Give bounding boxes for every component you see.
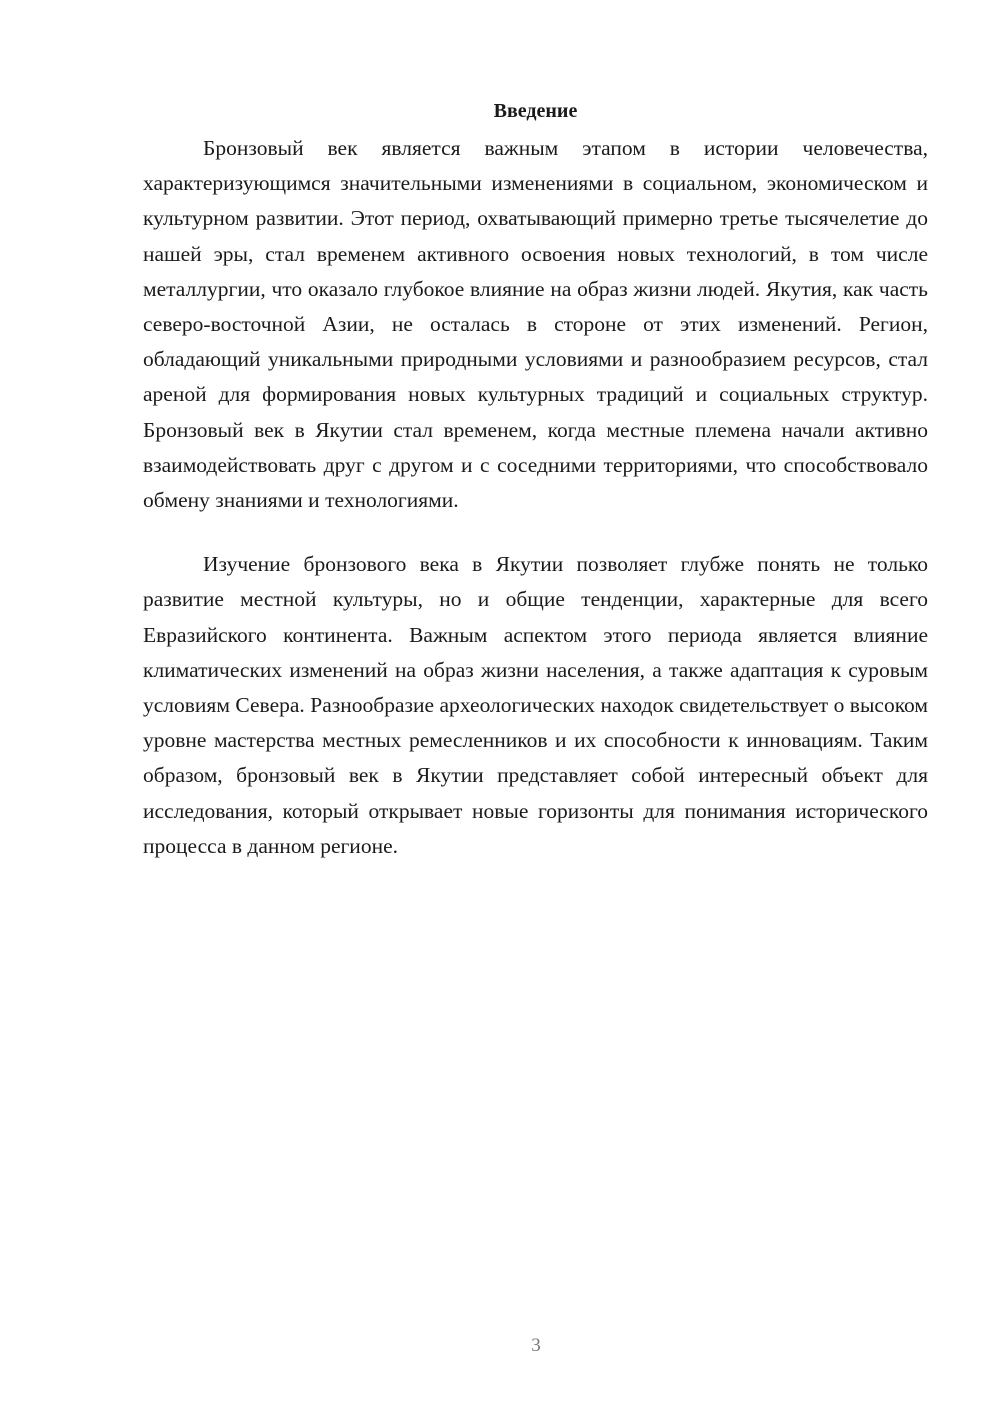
page-title: Введение — [493, 100, 578, 122]
paragraph-1: Бронзовый век является важным этапом в истории человечества, характеризующимся значительными изменениями в социальном, экономическом и культурном развитии. Этот период, охватывающий примерно третье тысячелетие до нашей эры, стал временем активного освоения новых технологий, в том числе металлургии, что оказало глубокое влияние на образ жизни людей. Якутия, как часть северо-восточной Азии, не осталась в стороне от этих изменений. Регион, обладающий уникальными природными условиями и разнообразием ресурсов, стал ареной для формирования новых культурных традиций и социальных структур. Бронзовый век в Якутии стал временем, когда местные племена начали активно взаимодействовать друг с другом и с соседними территориями, что способствовало обмену знаниями и технологиями. — [143, 136, 928, 513]
page-content — [143, 95, 928, 864]
paragraph-2: Изучение бронзового века в Якутии позволяет глубже понять не только развитие местной культуры, но и общие тенденции, характерные для всего Евразийского континента. Важным аспектом этого периода является влияние климатических изменений на образ жизни населения, а также адаптация к суровым условиям Севера. Разнообразие археологических находок свидетельствует о высоком уровне мастерства местных ремесленников и их способности к инновациям. Таким образом, бронзовый век в Якутии представляет собой интересный объект для исследования, который открывает новые горизонты для понимания исторического процесса в данном регионе. — [143, 552, 928, 858]
page-number: 3 — [531, 1335, 541, 1356]
